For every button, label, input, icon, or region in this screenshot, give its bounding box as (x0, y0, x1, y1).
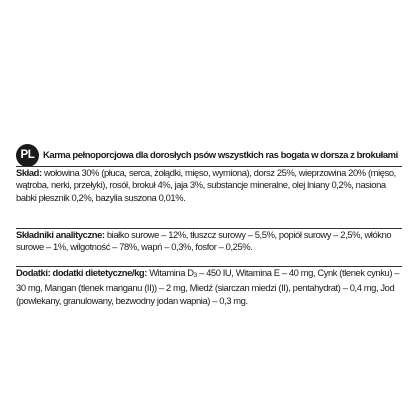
composition-paragraph (16, 167, 402, 204)
additives-text-start: Witamina D (146, 267, 194, 278)
language-badge: PL (16, 144, 39, 167)
analytic-label: Składniki analityczne: (16, 229, 105, 240)
label-text-block (16, 143, 402, 306)
additives-paragraph (16, 267, 402, 307)
composition-section (16, 167, 402, 204)
additives-text-end: – 450 IU, Witamina E – 40 mg, Cynk (tlenek cynku) – 30 mg, Mangan (tlenek manganu (II)) – 2 mg, Miedź (siarczan miedzi (II), pentahydrat) – 0,4 mg, Jod (powlekany, granulowany, bezwodny jodan wapnia) – 0,3 mg. (16, 267, 400, 306)
analytic-paragraph (16, 229, 402, 254)
vitamin-d-subscript: 3 (193, 272, 197, 279)
label-header (16, 143, 402, 167)
analytic-text: białko surowe – 12%, tłuszcz surowy – 5,5%, popiół surowy – 2,5%, włókno surowe – 1%, wilgotność – 78%, wapń – 0,3%, fosfor – 0,25%. (16, 229, 392, 253)
composition-text: wołowina 30% (płuca, serca, żołądki, mięso, wymiona), dorsz 25%, wieprzowina 20% (mięso, wątroba, nerki, przełyki), rosół, brokuł 4%, jaja 3%, substancje mineralne, olej lniany 0,2%, nasiona babki płesznik 0,2%, bazylia suszona 0,01%. (16, 167, 396, 203)
analytic-section (16, 229, 402, 254)
additives-label: Dodatki: dodatki dietetyczne/kg: (16, 267, 147, 278)
composition-label: Skład: (16, 167, 42, 178)
additives-section (16, 267, 402, 307)
product-title: Karma pełnoporcjowa dla dorosłych psów wszystkich ras bogata w dorsza z brokułami (43, 149, 398, 161)
